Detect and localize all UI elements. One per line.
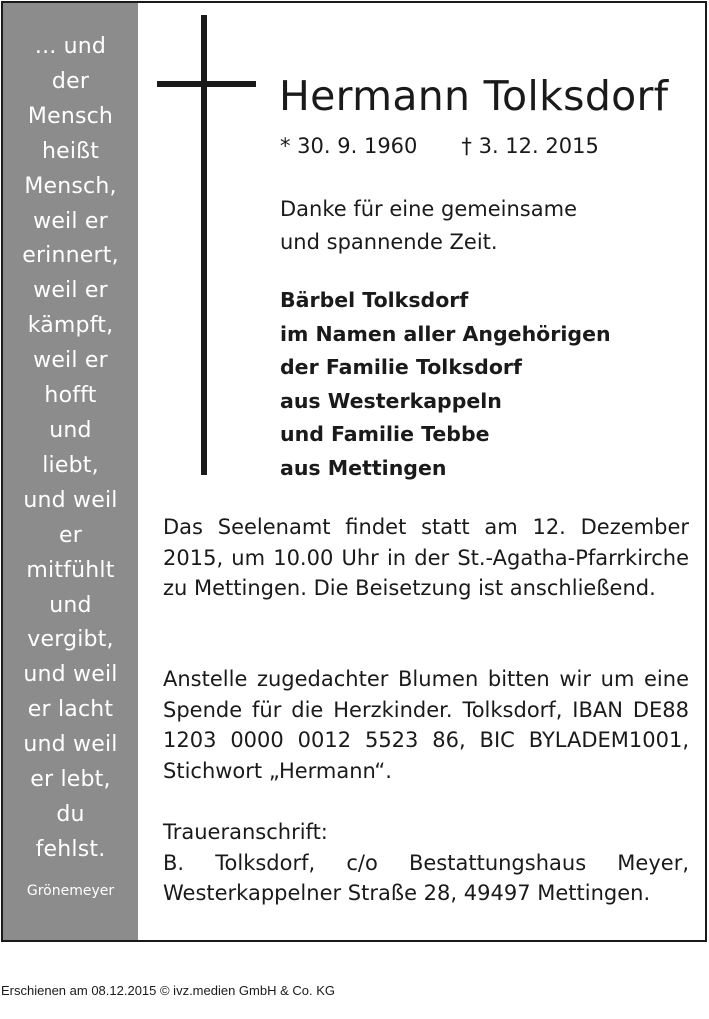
poem-author: Grönemeyer [26, 883, 115, 899]
poem-line: und weil [23, 732, 118, 758]
poem-line: und weil [23, 487, 118, 513]
signer-line: aus Mettingen [280, 455, 447, 480]
thanks-message [280, 193, 577, 258]
poem-line: weil er [33, 348, 108, 374]
address-paragraph [163, 817, 689, 909]
death-date: † 3. 12. 2015 [461, 134, 599, 158]
signer-line: im Namen aller Angehörigen [280, 321, 611, 346]
cross-icon-horizontal-bar [157, 81, 256, 87]
poem-line: hofft [44, 383, 97, 409]
life-dates [280, 132, 599, 160]
birth-date: * 30. 9. 1960 [280, 134, 418, 158]
poem-line: mitfühlt [26, 557, 115, 583]
poem-line: und [49, 417, 92, 443]
poem-line: fehlst. [35, 836, 106, 862]
poem-line: er [59, 522, 82, 548]
service-paragraph: Das Seelenamt findet statt am 12. Dezember 2015, um 10.00 Uhr in der St.-Agatha-Pfarrkirche zu Mettingen. Die Beisetzung ist anschließend. [163, 515, 689, 601]
poem-line: er lebt, [30, 767, 111, 793]
poem-line: heißt [41, 138, 100, 164]
signers-block [280, 284, 611, 486]
poem-line: vergibt, [27, 627, 114, 653]
poem-line: du [56, 801, 85, 827]
thanks-line: Danke für eine gemeinsame [280, 197, 577, 221]
signer-line: Bärbel Tolksdorf [280, 288, 469, 312]
poem-line: und [49, 592, 92, 618]
obituary-notice [1, 1, 707, 942]
address-label: Traueranschrift: [163, 820, 328, 844]
poem-line: kämpft, [27, 313, 114, 339]
poem-line: er lacht [27, 697, 114, 723]
deceased-name: Hermann Tolksdorf [279, 72, 669, 120]
poem-line: erinnert, [22, 243, 119, 269]
poem-line: Mensch [27, 103, 114, 129]
signer-line: der Familie Tolksdorf [280, 355, 522, 380]
poem-line: weil er [33, 278, 108, 304]
publication-footer: Erschienen am 08.12.2015 © ivz.medien GmbH & Co. KG [1, 983, 336, 998]
poem-line: ... und [34, 34, 107, 59]
poem-sidebar [3, 3, 138, 940]
poem-line: und weil [23, 662, 118, 688]
poem-text [3, 30, 138, 868]
thanks-line: und spannende Zeit. [280, 229, 498, 254]
signer-line: aus Westerkappeln [280, 388, 502, 413]
poem-line: der [51, 68, 90, 94]
signer-line: und Familie Tebbe [280, 422, 490, 447]
poem-line: liebt, [42, 452, 99, 478]
donation-paragraph: Anstelle zugedachter Blumen bitten wir um eine Spende für die Herzkinder. Tolksdorf, IBAN DE88 1203 0000 0012 5523 86, BIC BYLADEM1001, Stichwort „Hermann“. [163, 667, 689, 784]
poem-line: Mensch, [24, 173, 117, 199]
poem-line: weil er [33, 208, 108, 234]
address-text: B. Tolksdorf, c/o Bestattungshaus Meyer, Westerkappelner Straße 28, 49497 Mettingen. [163, 850, 689, 906]
